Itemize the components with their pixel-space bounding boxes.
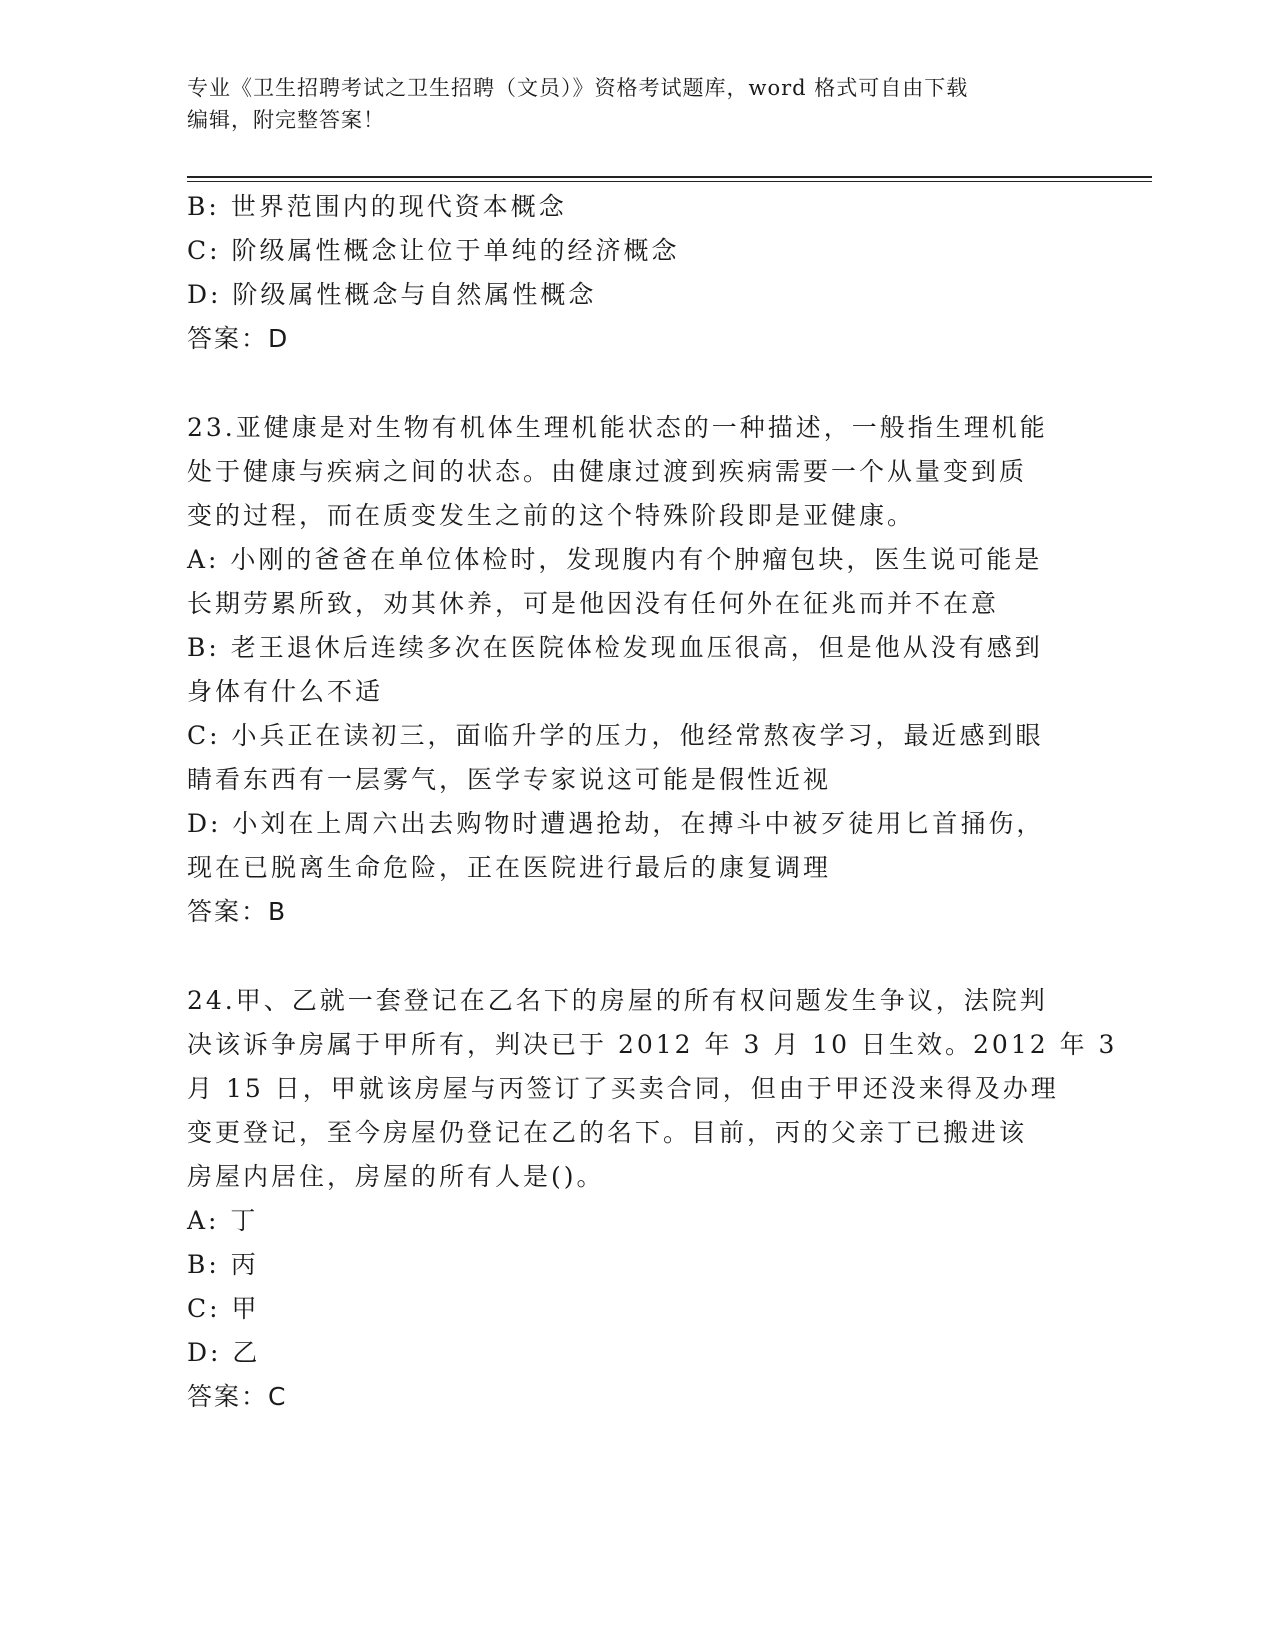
- q23-stem-line: 处于健康与疾病之间的状态。由健康过渡到疾病需要一个从量变到质: [187, 457, 1028, 486]
- document-header: [187, 72, 1087, 136]
- header-line-1: 专业《卫生招聘考试之卫生招聘（文员）》资格考试题库，word 格式可自由下载: [187, 76, 969, 100]
- q24-stem-line: 24.甲、乙就一套登记在乙名下的房屋的所有权问题发生争议，法院判: [187, 986, 1048, 1015]
- q23-option-b: 身体有什么不适: [187, 677, 384, 706]
- header-divider-thin: [187, 181, 1152, 182]
- q23-stem-line: 23.亚健康是对生物有机体生理机能状态的一种描述，一般指生理机能: [187, 413, 1048, 442]
- q22-option-c: C: 阶级属性概念让位于单纯的经济概念: [187, 236, 680, 265]
- q24-answer: 答案：C: [187, 1382, 288, 1411]
- q23-option-c: 睛看东西有一层雾气，医学专家说这可能是假性近视: [187, 765, 832, 794]
- q23-option-b: B: 老王退休后连续多次在医院体检发现血压很高，但是他从没有感到: [187, 633, 1043, 662]
- q22-option-b: B: 世界范围内的现代资本概念: [187, 192, 567, 221]
- q23-option-d: D: 小刘在上周六出去购物时遭遇抢劫，在搏斗中被歹徒用匕首捅伤，: [187, 809, 1045, 838]
- q23-answer: 答案：B: [187, 897, 288, 926]
- q23-option-d: 现在已脱离生命危险，正在医院进行最后的康复调理: [187, 853, 832, 882]
- q23-option-a: 长期劳累所致，劝其休养，可是他因没有任何外在征兆而并不在意: [187, 589, 1000, 618]
- q24-option-b: B: 丙: [187, 1250, 259, 1279]
- q24-stem-line: 房屋内居住，房屋的所有人是()。: [187, 1162, 605, 1191]
- q24-stem-line: 月 15 日，甲就该房屋与丙签订了买卖合同，但由于甲还没来得及办理: [187, 1074, 1059, 1103]
- q24-option-c: C: 甲: [187, 1294, 260, 1323]
- q23-option-a: A: 小刚的爸爸在单位体检时，发现腹内有个肿瘤包块，医生说可能是: [187, 545, 1043, 574]
- q24-stem-line: 决该诉争房属于甲所有，判决已于 2012 年 3 月 10 日生效。2012 年 3: [187, 1030, 1118, 1059]
- q24-option-a: A: 丁: [187, 1206, 259, 1235]
- q24-option-d: D: 乙: [187, 1338, 261, 1367]
- q23-option-c: C: 小兵正在读初三，面临升学的压力，他经常熬夜学习，最近感到眼: [187, 721, 1044, 750]
- header-line-2: 编辑，附完整答案！: [187, 108, 385, 132]
- q23-stem-line: 变的过程，而在质变发生之前的这个特殊阶段即是亚健康。: [187, 501, 916, 530]
- q22-option-d: D: 阶级属性概念与自然属性概念: [187, 280, 597, 309]
- q24-stem-line: 变更登记，至今房屋仍登记在乙的名下。目前，丙的父亲丁已搬进该: [187, 1118, 1028, 1147]
- header-divider: [187, 176, 1152, 178]
- q22-answer: 答案：D: [187, 324, 290, 353]
